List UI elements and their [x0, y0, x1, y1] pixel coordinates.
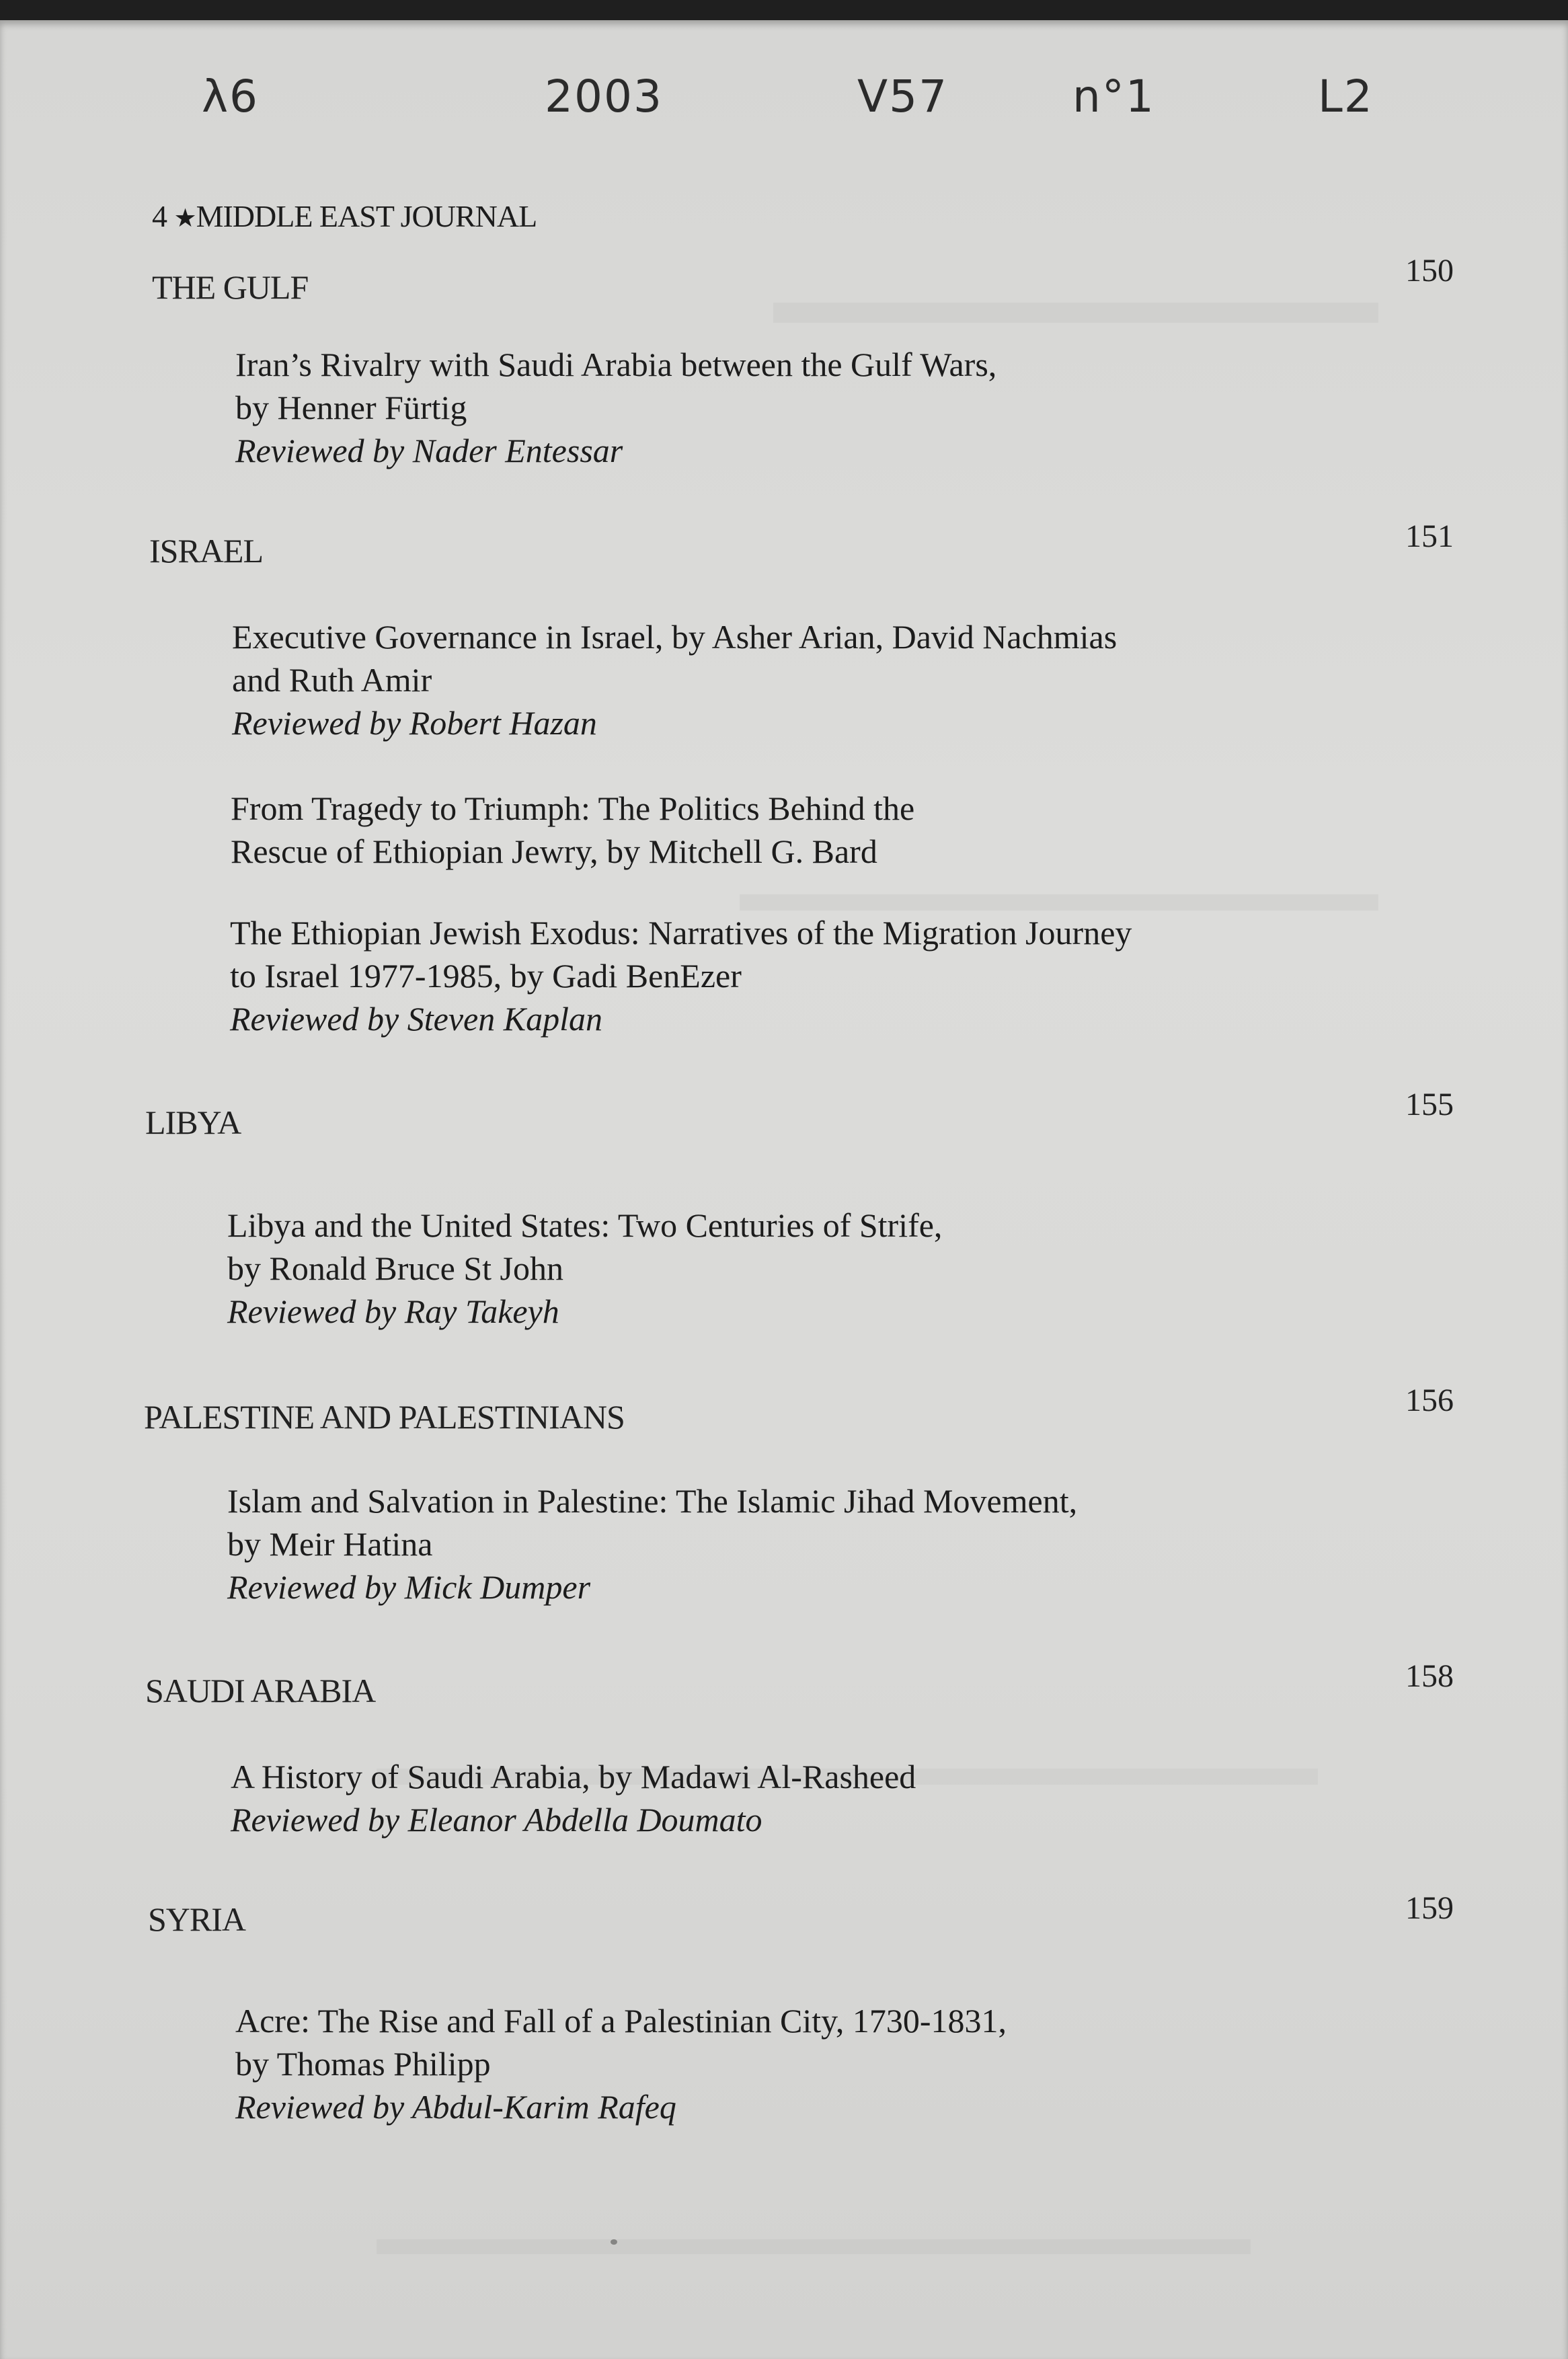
section-page-the-gulf: 150	[1405, 253, 1454, 288]
review-entry	[235, 343, 996, 472]
entry-line: Executive Governance in Israel, by Asher Arian, David Nachmias	[232, 618, 1118, 656]
handwritten-note-1: λ6	[202, 71, 260, 122]
review-entry	[232, 615, 1117, 744]
entry-line: Libya and the United States: Two Centuries of Strife,	[227, 1206, 943, 1244]
review-entry	[230, 911, 1132, 1040]
review-entry	[235, 1999, 1007, 2128]
entry-reviewer: Reviewed by Robert Hazan	[232, 704, 597, 742]
entry-line: by Henner Fürtig	[235, 389, 467, 426]
handwritten-note-year: 2003	[545, 71, 663, 122]
running-header	[152, 198, 537, 234]
section-page-palestine: 156	[1405, 1383, 1454, 1418]
section-page-saudi-arabia: 158	[1405, 1658, 1454, 1694]
entry-reviewer: Reviewed by Mick Dumper	[227, 1568, 591, 1606]
entry-line: by Ronald Bruce St John	[227, 1249, 563, 1287]
section-page-libya: 155	[1405, 1087, 1454, 1122]
entry-line: to Israel 1977-1985, by Gadi BenEzer	[230, 957, 742, 995]
handwritten-note-issue: n°1	[1072, 71, 1155, 122]
entry-line: by Thomas Philipp	[235, 2045, 491, 2083]
handwritten-note-5: L2	[1318, 71, 1374, 122]
entry-reviewer: Reviewed by Eleanor Abdella Doumato	[231, 1801, 762, 1839]
entry-reviewer: Reviewed by Ray Takeyh	[227, 1292, 559, 1330]
entry-line: A History of Saudi Arabia, by Madawi Al-Rasheed	[231, 1758, 916, 1795]
section-title-syria: SYRIA	[148, 1900, 246, 1938]
journal-page	[0, 20, 1568, 2359]
handwritten-note-volume: V57	[857, 71, 949, 122]
entry-line: Islam and Salvation in Palestine: The Islamic Jihad Movement,	[227, 1482, 1078, 1520]
entry-line: The Ethiopian Jewish Exodus: Narratives of the Migration Journey	[230, 914, 1132, 952]
star-icon: ★	[173, 203, 196, 233]
section-title-saudi-arabia: SAUDI ARABIA	[145, 1672, 376, 1709]
entry-line: Rescue of Ethiopian Jewry, by Mitchell G. Bard	[231, 833, 877, 870]
section-page-syria: 159	[1405, 1890, 1454, 1926]
section-page-israel: 151	[1405, 518, 1454, 554]
review-entry	[227, 1479, 1077, 1609]
entry-line: and Ruth Amir	[232, 661, 432, 699]
entry-reviewer: Reviewed by Steven Kaplan	[230, 1000, 602, 1038]
entry-line: by Meir Hatina	[227, 1525, 433, 1563]
section-title-the-gulf: THE GULF	[152, 268, 309, 306]
entry-line: From Tragedy to Triumph: The Politics Behind the	[231, 789, 915, 827]
page-number: 4	[152, 199, 167, 233]
section-title-israel: ISRAEL	[149, 532, 263, 570]
entry-line: Acre: The Rise and Fall of a Palestinian City, 1730-1831,	[235, 2002, 1007, 2040]
entry-reviewer: Reviewed by Abdul-Karim Rafeq	[235, 2088, 676, 2126]
review-entry	[227, 1204, 942, 1333]
review-entry	[231, 787, 914, 873]
journal-title: MIDDLE EAST JOURNAL	[196, 199, 537, 233]
entry-line: Iran’s Rivalry with Saudi Arabia between the Gulf Wars,	[235, 346, 997, 383]
review-entry	[231, 1755, 916, 1841]
section-title-palestine: PALESTINE AND PALESTINIANS	[144, 1398, 625, 1436]
entry-reviewer: Reviewed by Nader Entessar	[235, 432, 623, 469]
section-title-libya: LIBYA	[145, 1104, 241, 1141]
